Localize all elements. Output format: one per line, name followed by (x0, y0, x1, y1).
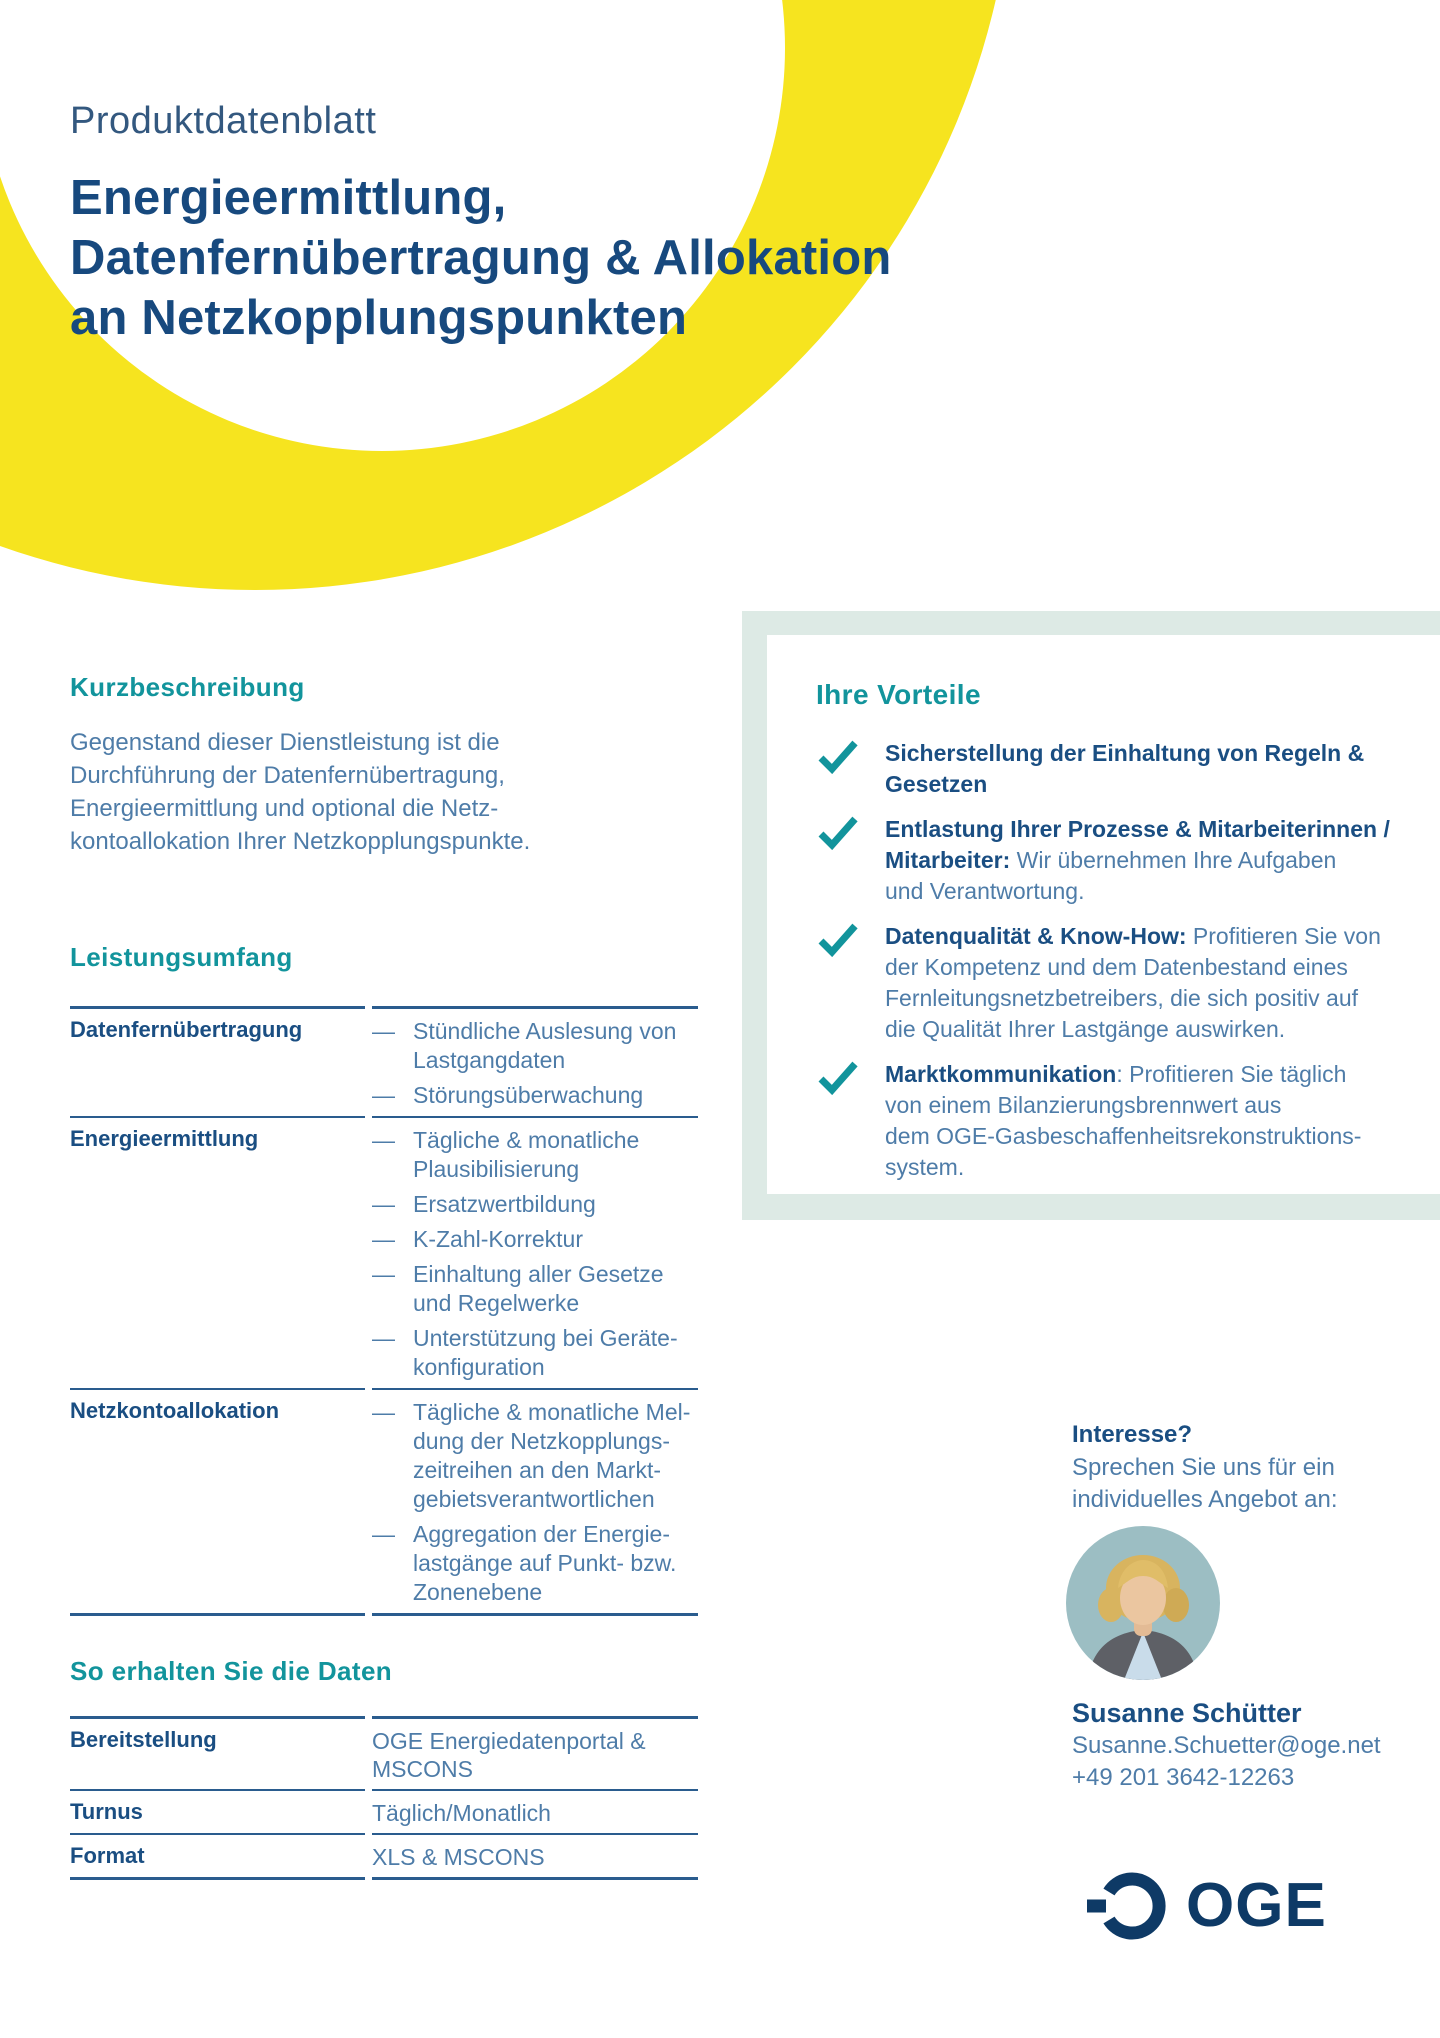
table-row-items (372, 1006, 698, 1116)
list-item-line: K-Zahl-Korrektur (413, 1226, 583, 1252)
contact-interest-label: Interesse? (1072, 1421, 1193, 1448)
benefit-text (885, 738, 1420, 800)
contact-photo (1066, 1526, 1220, 1680)
benefit-line-bold: Entlastung Ihrer Prozesse & Mitarbeiterinnen / (885, 816, 1390, 842)
table-row-value (372, 1789, 698, 1833)
leistungsumfang-table (70, 1006, 698, 1613)
dash-marker: — (372, 1261, 395, 1287)
benefit-item (818, 921, 1420, 1045)
table-column-gap (365, 1716, 372, 1789)
benefit-line (885, 738, 1420, 769)
benefits-list (818, 738, 1420, 1197)
list-item (372, 1520, 698, 1607)
table-row-label: Format (70, 1833, 365, 1877)
table-row (70, 1833, 698, 1877)
list-item-line: lastgänge auf Punkt- bzw. (413, 1550, 677, 1576)
list-item (372, 1225, 698, 1254)
table-column-gap (365, 1006, 372, 1116)
table-row-label: Datenfernübertragung (70, 1006, 365, 1116)
list-item-line: Ersatzwertbildung (413, 1191, 596, 1217)
page-title (70, 168, 892, 348)
list-item-line: dung der Netzkopplungs- (413, 1428, 670, 1454)
paragraph-line: Durchführung der Datenfernübertragung, (70, 762, 505, 789)
table-row (70, 1388, 698, 1613)
benefits-box-inner (767, 635, 1440, 1194)
benefit-line-regular: und Verantwortung. (885, 878, 1085, 904)
benefits-box (742, 611, 1440, 1220)
oge-logo (1086, 1864, 1327, 1948)
value-line: OGE Energiedatenportal & (372, 1728, 646, 1754)
paragraph-line: kontoallokation Ihrer Netzkopplungspunkte. (70, 828, 531, 855)
page-eyebrow: Produktdatenblatt (70, 100, 377, 142)
benefit-line-regular: Fernleitungsnetzbetreibers, die sich positiv auf (885, 985, 1359, 1011)
table-column-gap (365, 1789, 372, 1833)
benefit-line-regular: Profitieren Sie von (1186, 923, 1381, 949)
table-bottom-rule-right (372, 1613, 698, 1616)
benefit-line (885, 1059, 1420, 1090)
list-item-line: und Regelwerke (413, 1290, 580, 1316)
benefit-item (818, 1059, 1420, 1183)
section-heading-so-erhalten: So erhalten Sie die Daten (70, 1656, 393, 1686)
list-item-line: Unterstützung bei Geräte- (413, 1325, 678, 1351)
value-line: MSCONS (372, 1756, 473, 1782)
list-item-line: Tägliche & monatliche (413, 1127, 640, 1153)
delivery-table (70, 1716, 698, 1877)
table-column-gap (365, 1116, 372, 1388)
section-heading-kurzbeschreibung: Kurzbeschreibung (70, 672, 305, 702)
table-bottom-rule-left (70, 1613, 365, 1616)
list-item (372, 1260, 698, 1318)
value-line: Täglich/Monatlich (372, 1800, 551, 1826)
benefit-line-bold: Mitarbeiter: (885, 847, 1011, 873)
dash-marker: — (372, 1018, 395, 1044)
table-row (70, 1789, 698, 1833)
contact-phone: +49 201 3642-12263 (1072, 1764, 1295, 1791)
benefit-line (885, 876, 1420, 907)
benefit-line-bold: Datenqualität & Know-How: (885, 923, 1187, 949)
benefit-text (885, 921, 1420, 1045)
benefit-item (818, 738, 1420, 800)
table-bottom-rule-left (70, 1877, 365, 1880)
list-item-line: Einhaltung aller Gesetze (413, 1261, 664, 1287)
checkmark-icon (818, 923, 858, 962)
list-item (372, 1081, 698, 1110)
table-row-value (372, 1716, 698, 1789)
section-heading-ihre-vorteile: Ihre Vorteile (816, 679, 981, 710)
table-row-items (372, 1388, 698, 1613)
table-row-label: Netzkontoallokation (70, 1388, 365, 1613)
oge-logo-icon (1086, 1864, 1170, 1948)
list-item (372, 1126, 698, 1184)
benefit-line (885, 1121, 1420, 1152)
benefit-line (885, 1014, 1420, 1045)
benefit-line (885, 921, 1420, 952)
checkmark-icon (818, 1061, 858, 1100)
list-item (372, 1017, 698, 1075)
paragraph-line: Gegenstand dieser Dienstleistung ist die (70, 729, 500, 756)
table-row-label: Turnus (70, 1789, 365, 1833)
list-item-line: Lastgangdaten (413, 1047, 566, 1073)
benefit-item (818, 814, 1420, 907)
page-title-line: Datenfernübertragung & Allokation (70, 231, 892, 285)
dash-marker: — (372, 1325, 395, 1351)
benefit-line (885, 845, 1420, 876)
table-column-gap (365, 1388, 372, 1613)
dash-marker: — (372, 1191, 395, 1217)
benefit-line (885, 1152, 1420, 1183)
list-item-line: gebietsverantwortlichen (413, 1486, 655, 1512)
benefit-line-regular: die Qualität Ihrer Lastgänge auswirken. (885, 1016, 1286, 1042)
dash-marker: — (372, 1226, 395, 1252)
benefit-text (885, 1059, 1420, 1183)
benefit-line-bold: Sicherstellung der Einhaltung von Regeln & (885, 740, 1365, 766)
benefit-line-regular: der Kompetenz und dem Datenbestand eines (885, 954, 1348, 980)
paragraph-line: Energieermittlung und optional die Netz- (70, 795, 499, 822)
table-row (70, 1116, 698, 1388)
benefit-line-bold: Marktkommunikation (885, 1061, 1117, 1087)
benefit-line-bold: Gesetzen (885, 771, 988, 797)
benefit-line (885, 769, 1420, 800)
table-row (70, 1716, 698, 1789)
table-row-label: Energieermittlung (70, 1116, 365, 1388)
dash-marker: — (372, 1082, 395, 1108)
contact-intro-line: individuelles Angebot an: (1072, 1486, 1338, 1513)
benefit-line (885, 1090, 1420, 1121)
kurzbeschreibung-paragraph (70, 726, 530, 858)
list-item-line: Zonenebene (413, 1579, 543, 1605)
table-row-items (372, 1116, 698, 1388)
list-item-line: Plausibilisierung (413, 1156, 580, 1182)
oge-logo-wordmark: OGE (1186, 1871, 1327, 1940)
benefit-line-regular: dem OGE-Gasbeschaffenheitsrekonstruktions- (885, 1123, 1362, 1149)
list-item-line: Stündliche Auslesung von (413, 1018, 677, 1044)
contact-block (1072, 1418, 1440, 1794)
checkmark-icon (818, 740, 858, 779)
page-title-line: Energieermittlung, (70, 171, 507, 225)
table-column-gap (365, 1833, 372, 1877)
dash-marker: — (372, 1127, 395, 1153)
contact-intro-line: Sprechen Sie uns für ein (1072, 1454, 1335, 1481)
benefit-line-regular: von einem Bilanzierungsbrennwert aus (885, 1092, 1282, 1118)
list-item-line: Tägliche & monatliche Mel- (413, 1399, 691, 1425)
benefit-line (885, 983, 1420, 1014)
benefit-line-regular: : Profitieren Sie täglich (1116, 1061, 1347, 1087)
contact-email: Susanne.Schuetter@oge.net (1072, 1732, 1381, 1759)
benefit-line (885, 952, 1420, 983)
list-item-line: Störungsüberwachung (413, 1082, 644, 1108)
table-bottom-rule-right (372, 1877, 698, 1880)
benefit-line (885, 814, 1420, 845)
value-line: XLS & MSCONS (372, 1844, 545, 1870)
list-item (372, 1190, 698, 1219)
page-title-line: an Netzkopplungspunkten (70, 291, 688, 345)
contact-name: Susanne Schütter (1072, 1698, 1302, 1728)
table-row-value (372, 1833, 698, 1877)
list-item-line: zeitreihen an den Markt- (413, 1457, 662, 1483)
benefit-text (885, 814, 1420, 907)
dash-marker: — (372, 1399, 395, 1425)
benefit-line-regular: Wir übernehmen Ihre Aufgaben (1010, 847, 1337, 873)
list-item (372, 1398, 698, 1514)
benefit-line-regular: system. (885, 1154, 965, 1180)
checkmark-icon (818, 816, 858, 855)
table-row-label: Bereitstellung (70, 1716, 365, 1789)
list-item (372, 1324, 698, 1382)
dash-marker: — (372, 1521, 395, 1547)
section-heading-leistungsumfang: Leistungsumfang (70, 942, 293, 972)
list-item-line: Aggregation der Energie- (413, 1521, 670, 1547)
list-item-line: konfiguration (413, 1354, 545, 1380)
table-row (70, 1006, 698, 1116)
